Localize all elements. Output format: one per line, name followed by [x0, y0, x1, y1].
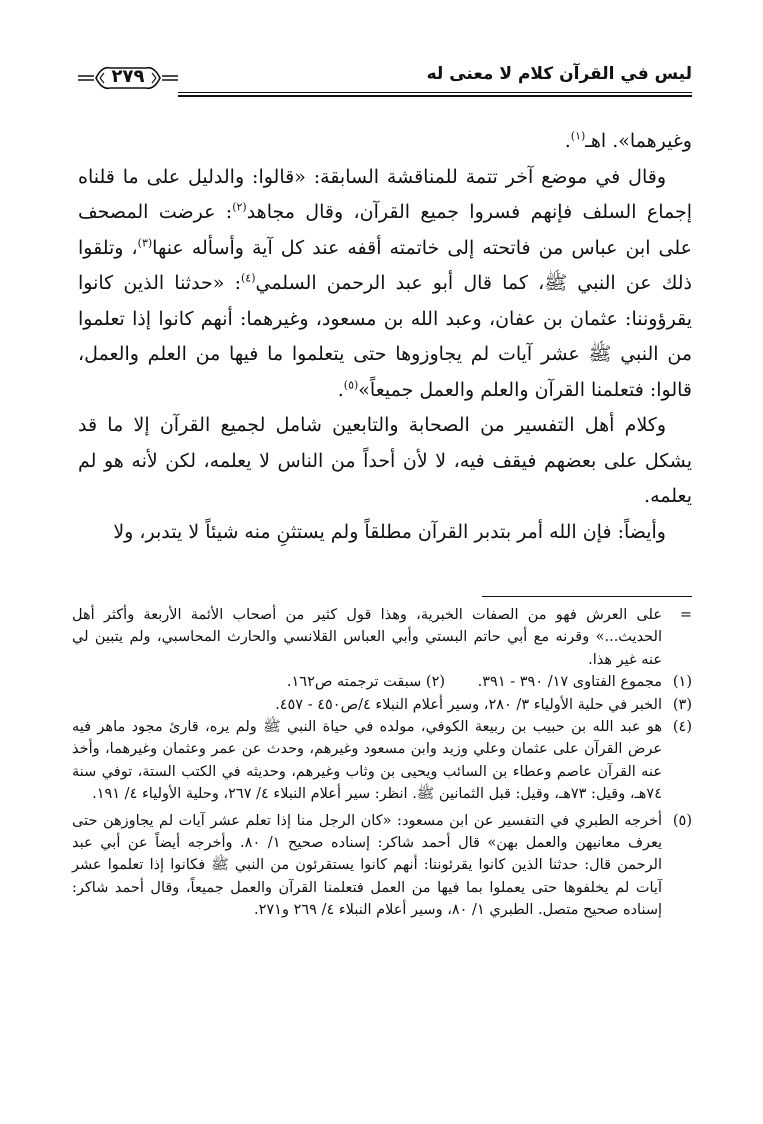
- footnote-mark: (١): [672, 674, 692, 691]
- footnote-ref: (٥): [343, 378, 359, 392]
- header-rule: [178, 92, 692, 93]
- header-rule-thick: [178, 95, 692, 97]
- footnote-mark: (٣): [672, 696, 692, 713]
- page-header: [78, 60, 692, 100]
- page-number-ornament: [78, 60, 178, 96]
- text-run: ، وتلقوا ذلك عن النبي ﷺ، كما قال أبو عبد الرحمن السلمي: [78, 236, 692, 294]
- footnote-text: هو عبد الله بن حبيب بن ربيعة الكوفي، مولده في حياة النبي ﷺ ولم يره، قارئ مجود ماهر فيه عرض القرآن على عثمان وعلي وزيد وابن مسعود وغيرهم، وحدث عن عمر وعثمان وغيرهما، وأخذ عنه القرآن عاصم وعطاء بن السائب ويحيى بن وثاب وغيرهم، وحديثه في الكتب الستة، توفي سنة ٧٤هـ، وقيل: ٧٣هـ، وقيل: قبل الثمانين ﷺ. انظر: سير أعلام النبلاء ٤/ ٢٦٧، وحلية الأولياء ٤/ ١٩١.: [72, 719, 662, 803]
- footnote-mark: =: [679, 607, 692, 623]
- text-run: وغيرهما». اهـ: [585, 130, 692, 152]
- footnote-separator: [482, 596, 692, 597]
- paragraph-continuation: وغيرهما». اهـ$^{(١)}$.: [564, 129, 692, 152]
- page-number: ٢٧٩: [111, 66, 145, 87]
- footnote-ref: (١): [570, 129, 586, 143]
- paragraph-quote: وقال في موضع آخر تتمة للمناقشة السابقة: «قالوا: والدليل على ما قلناه إجماع السلف فإنهم فسروا جميع القرآن، وقال مجاهد$^{(٢)}$: عرضت المصحف على ابن عباس من فاتحته إلى خاتمته أقفه عند كل آية وأسأله عنها$^{(٣)}$، وتلقوا ذلك عن النبي ﷺ، كما قال أبو عبد الرحمن السلمي$^{(٤)}$: «حدثنا الذين كانوا يقرؤوننا: عثمان بن عفان، وعبد الله بن مسعود، وغيرهما: أنهم كانوا إذا تعلموا من النبي ﷺ عشر آيات لم يجاوزوها حتى يتعلموا ما فيها من العلم والعمل، قالوا: فتعلمنا القرآن والعلم والعمل جميعاً»$^{(٥)}$.: [78, 165, 692, 401]
- footnote-text: أخرجه الطبري في التفسير عن ابن مسعود: «كان الرجل منا إذا تعلم عشر آيات لم يجاوزهن حتى يعرف معانيهن والعمل بهن» قال أحمد شاكر: إسناده صحيح ١/ ٨٠. وأخرجه أيضاً عن أبي عبد الرحمن قال: حدثنا الذين كانوا يقرئوننا: أنهم كانوا يستقرئون من النبي ﷺ فكانوا إذا تعلموا عشر آيات لم يخلفوها حتى يعملوا بما فيها من العمل فتعلمنا القرآن والعمل جميعاً، وقال أحمد شاكر: إسناده صحيح متصل. الطبري ١/ ٨٠، وسير أعلام النبلاء ٤/ ٢٦٩ و٢٧١.: [72, 812, 663, 919]
- footnote-text: مجموع الفتاوى ١٧/ ٣٩٠ - ٣٩١.: [477, 674, 662, 691]
- paragraph-tafsir: وكلام أهل التفسير من الصحابة والتابعين شامل لجميع القرآن إلا ما قد يشكل على بعضهم فيقف فيه، لا لأن أحداً من الناس لا يعلمه، لكن لأنه هو لم يعلمه.: [78, 414, 692, 507]
- footnote-text: الخبر في حلية الأولياء ٣/ ٢٨٠، وسير أعلام النبلاء ٤/ص٤٥٠ - ٤٥٧.: [275, 696, 662, 713]
- running-title: ليس في القرآن كلام لا معنى له: [426, 64, 692, 84]
- text-run: وقال في موضع آخر تتمة للمناقشة السابقة: «قالوا: والدليل على ما قلناه إجماع السلف فإنهم فسروا جميع القرآن، وقال مجاهد: [78, 165, 692, 223]
- footnotes: [72, 604, 692, 922]
- text-run: : «حدثنا الذين كانوا يقرؤوننا: عثمان بن عفان، وعبد الله بن مسعود، وغيرهما: أنهم كانوا إذا تعلموا من النبي ﷺ عشر آيات لم يجاوزوها حتى يتعلموا ما فيها من العلم والعمل، قالوا: فتعلمنا القرآن والعلم والعمل جميعاً»: [78, 272, 692, 401]
- footnote-continuation: [72, 604, 692, 671]
- footnote: [72, 810, 692, 922]
- footnote-ref: (٤): [240, 271, 256, 285]
- footnote-second: [287, 671, 445, 693]
- footnote-text: على العرش فهو من الصفات الخبرية، وهذا قول كثير من أصحاب الأئمة الأربعة وأكثر أهل الحديث...» وقرنه مع أبي حاتم البستي وأبي العباس القلانسي والحارث المحاسبي، ولم يتبين لي عنه غير هذا.: [72, 607, 662, 668]
- footnote-mark: (٤): [672, 719, 692, 736]
- footnote: [72, 716, 692, 806]
- footnote-ref: (٣): [137, 236, 153, 250]
- footnote-text: سبقت ترجمته ص١٦٢.: [286, 674, 422, 691]
- footnote: [72, 694, 692, 716]
- footnote-mark: (٥): [672, 812, 692, 829]
- paragraph-tadabbur: وأيضاً: فإن الله أمر بتدبر القرآن مطلقاً ولم يستثنِ منه شيئاً لا يتدبر، ولا: [113, 520, 666, 543]
- footnote-pair: [72, 671, 692, 693]
- footnote-ref: (٢): [232, 200, 247, 214]
- main-text: [78, 124, 692, 550]
- text-run: : عرضت المصحف على ابن عباس من فاتحته إلى خاتمته أقفه عند كل آية وأسأله عنها: [78, 201, 692, 259]
- footnote-mark: (٢): [425, 674, 446, 691]
